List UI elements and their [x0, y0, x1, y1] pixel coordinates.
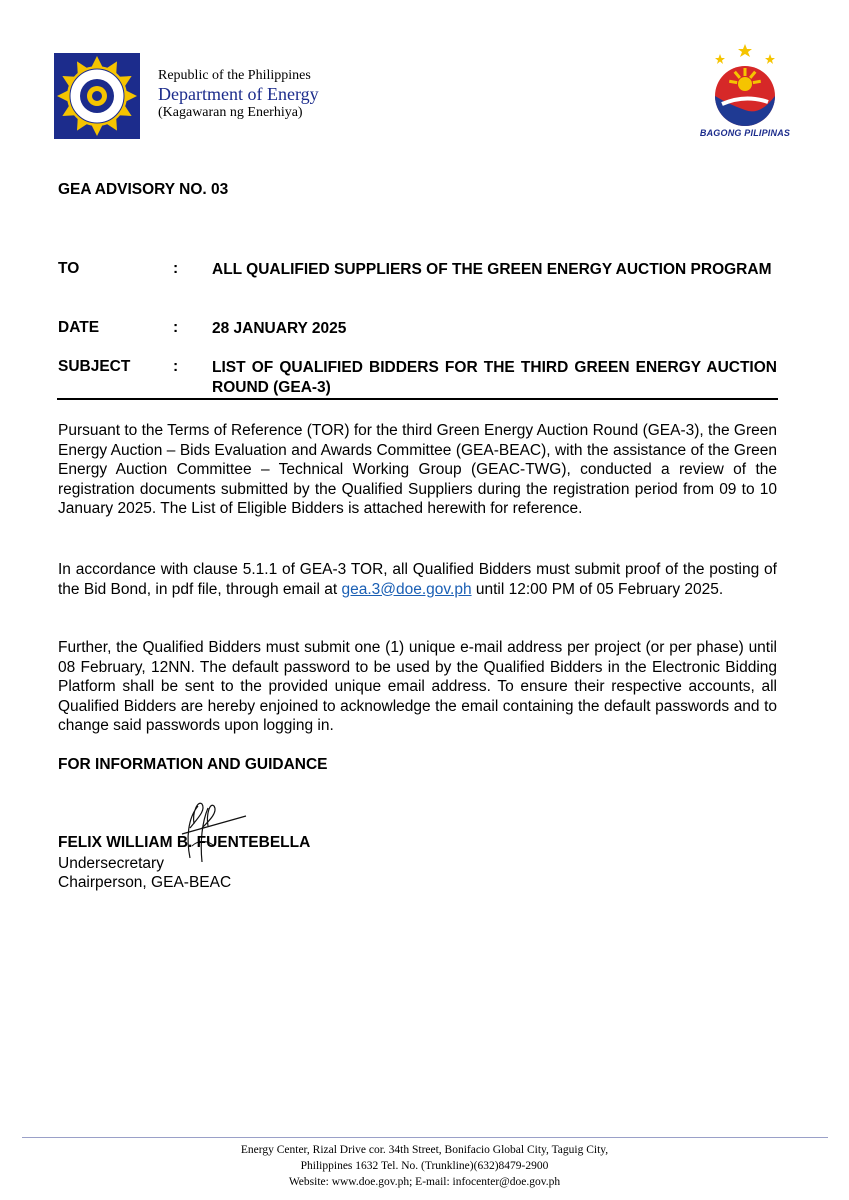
to-label: TO	[58, 260, 80, 277]
subject-label: SUBJECT	[58, 358, 131, 375]
closing-line: FOR INFORMATION AND GUIDANCE	[58, 756, 328, 773]
paragraph-2	[58, 560, 777, 599]
bagong-pilipinas-logo	[700, 44, 790, 140]
subject-colon: :	[173, 358, 179, 375]
signature-icon	[168, 798, 258, 868]
bid-bond-email-link[interactable]: gea.3@doe.gov.ph	[341, 580, 472, 598]
signatory-name: FELIX WILLIAM B. FUENTEBELLA	[58, 834, 311, 851]
header-divider	[57, 398, 778, 400]
footer-divider	[22, 1137, 828, 1138]
bagong-pilipinas-text: BAGONG PILIPINAS	[699, 128, 791, 138]
footer-address	[0, 1142, 849, 1190]
signatory-title-1: Undersecretary	[58, 855, 164, 872]
footer-line-2: Philippines 1632 Tel. No. (Trunkline)(632)8479-2900	[300, 1160, 549, 1172]
paragraph-2-text-before: In accordance with clause 5.1.1 of GEA-3 TOR, all Qualified Bidders must submit proof of the posting of the Bid Bond, in pdf file, through email at	[58, 561, 777, 598]
signatory-title-2: Chairperson, GEA-BEAC	[58, 874, 232, 891]
republic-text: Republic of the Philippines	[158, 68, 311, 83]
doe-seal-logo	[54, 53, 140, 139]
department-text: Department of Energy	[158, 84, 319, 104]
date-colon: :	[173, 319, 179, 336]
to-colon: :	[173, 260, 179, 277]
doe-seal-icon	[54, 53, 140, 139]
footer-line-3: Website: www.doe.gov.ph; E-mail: infocenter@doe.gov.ph	[288, 1176, 561, 1188]
agency-name-block	[158, 67, 319, 121]
tagalog-text: (Kagawaran ng Enerhiya)	[158, 105, 303, 120]
footer-line-1: Energy Center, Rizal Drive cor. 34th Street, Bonifacio Global City, Taguig City,	[240, 1144, 609, 1156]
to-value: ALL QUALIFIED SUPPLIERS OF THE GREEN ENERGY AUCTION PROGRAM	[212, 261, 772, 278]
subject-value: LIST OF QUALIFIED BIDDERS FOR THE THIRD GREEN ENERGY AUCTION ROUND (GEA-3)	[212, 359, 777, 396]
paragraph-3: Further, the Qualified Bidders must submit one (1) unique e-mail address per project (or per phase) until 08 February, 12NN. The default password to be used by the Qualified Bidders in the Electronic Bidding Platform shall be sent to the provided unique email address. To ensure their respective accounts, all Qualified Bidders are hereby enjoined to acknowledge the email containing the default passwords and to change said passwords upon logging in.	[58, 639, 777, 735]
date-label: DATE	[58, 319, 100, 336]
date-value: 28 JANUARY 2025	[212, 320, 347, 337]
paragraph-1: Pursuant to the Terms of Reference (TOR) for the third Green Energy Auction Round (GEA-3), the Green Energy Auction – Bids Evaluation and Awards Committee (GEA-BEAC), with the assistance of the Green Energy Auction Committee – Technical Working Group (GEAC-TWG), conducted a review of the registration documents submitted by the Qualified Suppliers during the registration period from 09 to 10 January 2025. The List of Eligible Bidders is attached herewith for reference.	[58, 422, 777, 518]
handwritten-signature	[168, 798, 258, 868]
paragraph-2-text-after: until 12:00 PM of 05 February 2025.	[471, 580, 724, 598]
bagong-pilipinas-icon	[700, 44, 790, 134]
advisory-number: GEA ADVISORY NO. 03	[58, 181, 229, 198]
